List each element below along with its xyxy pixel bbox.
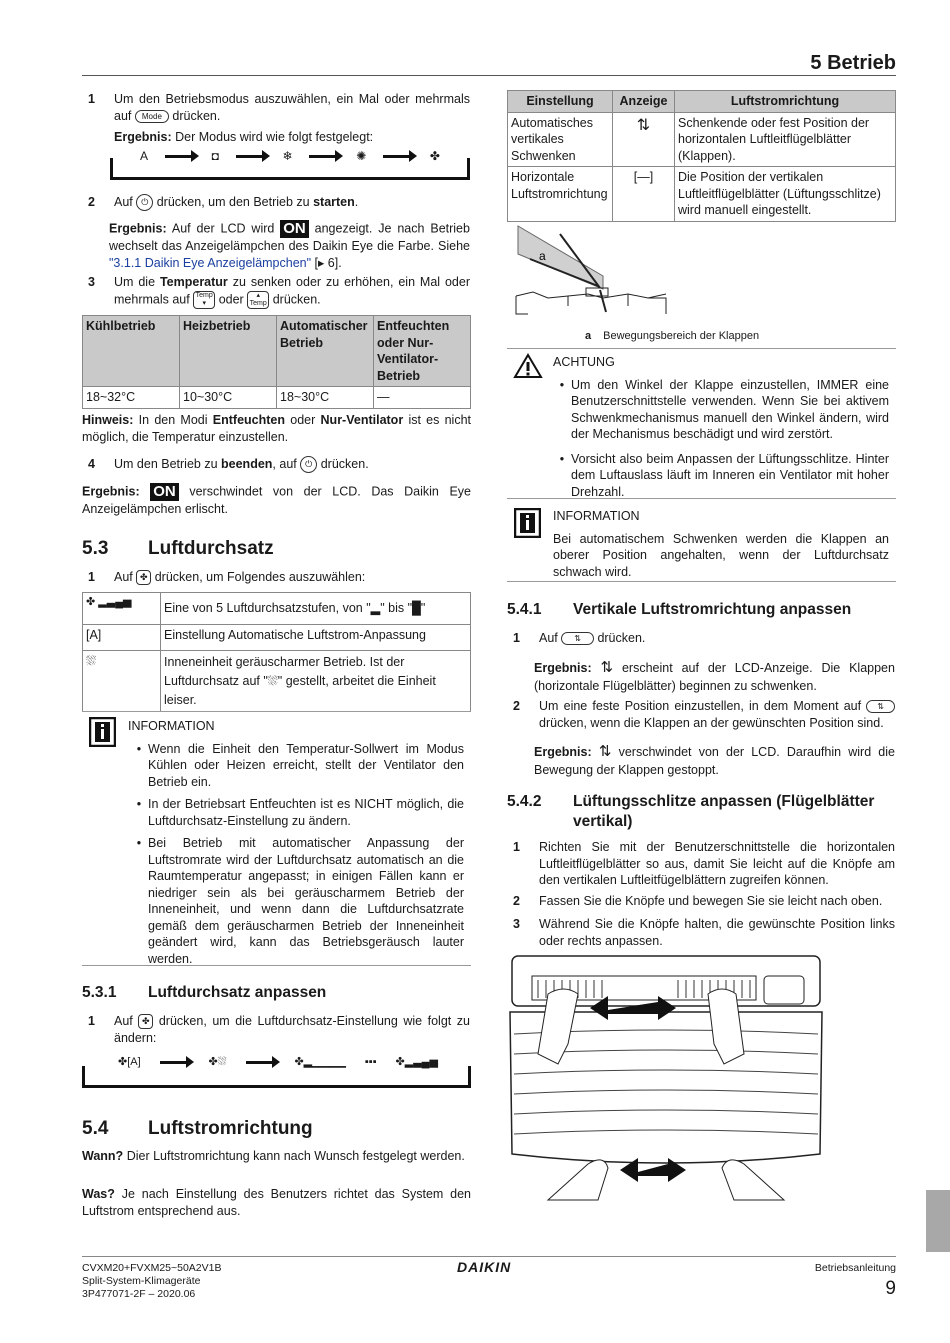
fan-button[interactable]: ✤ xyxy=(138,1014,153,1029)
manual-icon: [—] xyxy=(613,167,675,222)
swing-button[interactable]: ⇅ xyxy=(561,632,594,645)
info2-rule-bottom xyxy=(507,581,896,582)
information-icon xyxy=(514,508,541,538)
arrow-icon xyxy=(165,155,195,158)
fan-auto-icon: ✤[A] xyxy=(118,1056,141,1068)
temp-up-button[interactable]: ▴ Temp xyxy=(247,291,269,309)
dir-cell: Schenkende oder fest Position der horizontalen Luftleitflügelblätter (Klappen). xyxy=(675,112,896,167)
step-5-3-1-1: 1 Auf ✤ drücken, um die Luftdurchsatz-Einstellung wie folgt zu ändern: xyxy=(88,1014,470,1045)
temp-cell: — xyxy=(374,387,471,409)
was-paragraph: Was? Je nach Einstellung des Benutzers richtet das System den Luftstrom entsprechend aus. xyxy=(82,1187,471,1218)
dry-mode-icon: ◘ xyxy=(211,149,219,163)
list-item: • Wenn die Einheit den Temperatur-Sollwert im Modus Kühlen oder Heizen erreicht, stellt der Ventilator den Betrieb ein. xyxy=(136,741,464,789)
arrow-icon xyxy=(309,155,339,158)
flap-movement-figure xyxy=(508,224,668,322)
dir-cell: Horizontale Luftstromrichtung xyxy=(508,167,613,222)
header-rule xyxy=(82,75,896,76)
information-text: Bei automatischem Schwenken werden die Klappen an oberer Position angehalten, wenn der Luftdurchsatz schwach wird. xyxy=(553,531,889,579)
section-5-4-title: 5.4 Luftstromrichtung xyxy=(82,1118,313,1139)
temp-header: Entfeuchten oder Nur-Ventilator-Betrieb xyxy=(374,316,471,387)
power-button[interactable]: ⏻ xyxy=(300,456,317,473)
cool-mode-icon: ❄ xyxy=(282,149,293,163)
temp-header: Heizbetrieb xyxy=(180,316,277,387)
warning-title: ACHTUNG xyxy=(553,355,615,369)
swing-icon: ⇅ xyxy=(600,659,614,676)
section-5-4-2-title: 5.4.2 Lüftungsschlitze anpassen (Flügelblätter vertikal) xyxy=(507,793,875,831)
auto-fan-icon: [A] xyxy=(83,625,161,651)
list-item: • In der Betriebsart Entfeuchten ist es NICHT möglich, die Luftdurchsatz-Einstellung zu ändern. xyxy=(136,797,464,828)
temperature-table xyxy=(82,315,471,409)
dir-cell: Automatisches vertikales Schwenken xyxy=(508,112,613,167)
info-rule-top xyxy=(82,711,471,712)
dir-header: Anzeige xyxy=(613,91,675,113)
page-number: 9 xyxy=(885,1278,896,1299)
step-5-4-2-1: 1 Richten Sie mit der Benutzerschnittstelle die horizontalen Luftleitflügelblätter so aus, damit Sie leicht auf die Knöpfe am den vertikalen Luftleitfügelblättern zugreifen können. xyxy=(513,840,895,887)
step-1: 1 Um den Betriebsmodus auszuwählen, ein Mal oder mehrmals auf Mode drücken. Ergebnis: Der Modus wird wie folgt festgelegt: xyxy=(88,92,470,144)
fan-level-5-icon: ✤▂▃▄▅ xyxy=(395,1056,438,1068)
list-item: • Vorsicht also beim Anpassen der Lüftungsschlitze. Hinter dem Luftauslass läuft im Inneren ein Ventilator mit hoher Drehzahl. xyxy=(559,451,889,499)
on-indicator-icon: ON xyxy=(150,483,179,501)
auto-mode-icon: A xyxy=(140,149,149,163)
chapter-tab xyxy=(926,1190,950,1252)
step-5-4-1-2-result: Ergebnis: ⇅ verschwindet von der LCD. Daraufhin wird die Bewegung der Klappen gestoppt. xyxy=(534,743,895,777)
temp-header: Automatischer Betrieb xyxy=(277,316,374,387)
step-5-4-1-1-result: Ergebnis: ⇅ erscheint auf der LCD-Anzeige. Die Klappen (horizontale Flügelblätter) beginnen zu schwenken. xyxy=(534,659,895,693)
temp-cell: 18~30°C xyxy=(277,387,374,409)
figure-caption: a Bewegungsbereich der Klappen xyxy=(585,330,760,342)
step-4: 4 Um den Betrieb zu beenden, auf ⏻ drücken. xyxy=(88,456,470,473)
product-type: Split-System-Klimageräte xyxy=(82,1275,201,1288)
step-5-4-1-2: 2 Um eine feste Position einzustellen, in dem Moment auf ⇅ drücken, wenn die Klappen an der gewünschten Position sind. xyxy=(513,698,895,731)
arrow-icon xyxy=(160,1061,190,1064)
list-item: • Bei Betrieb mit automatischer Anpassung der Luftstromrate wird der Luftdurchsatz automatisch an die Raumtemperatur angepasst; in einigen Fällen kann er niedriger sein als bei geräuscharmem Betrieb der Inneneinheit, und wenn dann die Luftdurchsatzrate gemäß dem geräuscharmen Betrieb der Inneneinheit geändert wird, kann das Betriebsgeräusch lauter werden. xyxy=(136,836,464,966)
quiet-fan-icon: ⛆ xyxy=(83,651,161,712)
temp-cell: 10~30°C xyxy=(180,387,277,409)
page-header-title: 5 Betrieb xyxy=(810,52,896,74)
step-5-3-1: 1 Auf ✤ drücken, um Folgendes auszuwählen: xyxy=(88,570,366,584)
model-number: CVXM20+FVXM25~50A2V1B xyxy=(82,1262,222,1274)
fan-speed-table xyxy=(82,592,471,712)
step-5-4-2-2: 2 Fassen Sie die Knöpfe und bewegen Sie sie leicht nach oben. xyxy=(513,894,883,908)
list-item: • Um den Winkel der Klappe einzustellen, IMMER eine Benutzerschnittstelle verwenden. Wenn Sie bei aktivem Schwenkmechanismus manuell den Winkel ändern, wird der Mechanismus beschädigt und wird zerstört. xyxy=(559,377,889,441)
arrow-icon xyxy=(246,1061,276,1064)
information-title: INFORMATION xyxy=(553,509,640,523)
swing-icon: ⇅ xyxy=(598,743,612,760)
footer-rule xyxy=(82,1256,896,1257)
fan-mode-icon: ✤ xyxy=(429,149,440,163)
info-rule-bottom xyxy=(82,965,471,966)
information-icon xyxy=(89,717,116,747)
power-button[interactable]: ⏻ xyxy=(136,194,153,211)
auto-fan-text: Einstellung Automatische Luftstrom-Anpassung xyxy=(161,625,471,651)
section-5-4-1-title: 5.4.1 Vertikale Luftstromrichtung anpassen xyxy=(507,601,852,618)
fan-button[interactable]: ✤ xyxy=(136,570,151,585)
information-box-1 xyxy=(128,718,464,973)
louver-adjust-figure xyxy=(508,954,824,1202)
step-5-4-2-3: 3 Während Sie die Knöpfe halten, die gewünschte Position links oder rechts anpassen. xyxy=(513,917,895,948)
arrow-icon xyxy=(383,155,413,158)
step-3: 3 Um die Temperatur zu senken oder zu erhöhen, ein Mal oder mehrmals auf Temp ▾ oder ▴ Temp drücken. xyxy=(88,275,470,307)
warning-box xyxy=(553,354,889,506)
swing-button[interactable]: ⇅ xyxy=(866,700,895,713)
fan-quiet-icon: ✤⛆ xyxy=(208,1056,227,1068)
swing-icon: ⇅ xyxy=(613,112,675,167)
dir-header: Luftstromrichtung xyxy=(675,91,896,113)
wann-paragraph: Wann? Dier Luftstromrichtung kann nach Wunsch festgelegt werden. xyxy=(82,1149,465,1163)
step-4-result: Ergebnis: ON verschwindet von der LCD. Das Daikin Eye Anzeigelämpchen erlischt. xyxy=(82,483,471,516)
information-title: INFORMATION xyxy=(128,719,215,733)
fan-sequence xyxy=(118,1055,438,1070)
fan-level-icon: ✤ ▂▃▄▅ xyxy=(83,593,161,625)
temp-cell: 18~32°C xyxy=(83,387,180,409)
step-5-4-1-1: 1 Auf ⇅ drücken. xyxy=(513,631,646,645)
dir-cell: Die Position der vertikalen Luftleitflügelblätter (Lüftungsschlitze) wird manuell eingestellt. xyxy=(675,167,896,222)
quiet-fan-text: Inneneinheit geräuscharmer Betrieb. Ist der Luftdurchsatz auf "⛆" gestellt, arbeitet die Einheit leiser. xyxy=(161,651,471,712)
figure-label: a xyxy=(539,249,546,263)
temp-header: Kühlbetrieb xyxy=(83,316,180,387)
mode-button[interactable]: Mode xyxy=(135,110,169,123)
daikin-eye-link[interactable]: "3.1.1 Daikin Eye Anzeigelämpchen" xyxy=(109,255,312,270)
step-2: 2 Auf ⏻ drücken, um den Betrieb zu starten. xyxy=(88,194,470,211)
mode-sequence xyxy=(140,149,440,165)
manual-title: Betriebsanleitung xyxy=(814,1262,896,1274)
arrow-icon xyxy=(236,155,266,158)
dir-header: Einstellung xyxy=(508,91,613,113)
warning-icon xyxy=(513,353,543,379)
on-indicator-icon: ON xyxy=(280,220,309,238)
warning-rule-top xyxy=(507,348,896,349)
heat-mode-icon: ✺ xyxy=(356,149,367,163)
airflow-direction-table xyxy=(507,90,896,222)
dots-icon: ▪▪▪ xyxy=(364,1056,377,1068)
section-5-3-1-title: 5.3.1 Luftdurchsatz anpassen xyxy=(82,984,327,1001)
document-id: 3P477071-2F – 2020.06 xyxy=(82,1288,196,1301)
step-2-result: Ergebnis: Auf der LCD wird ON angezeigt. Je nach Betrieb wechselt das Anzeigelämpchen des Daikin Eye die Farbe. Siehe "3.1.1 Daikin Eye Anzeigelämpchen" [▸ 6]. xyxy=(109,220,470,270)
warning-rule-bottom xyxy=(507,498,896,499)
fan-level-text: Eine von 5 Luftdurchsatzstufen, von "▂" bis "█" xyxy=(161,593,471,625)
section-5-3-title: 5.3 Luftdurchsatz xyxy=(82,538,274,559)
information-box-2 xyxy=(553,508,889,580)
footer-left xyxy=(82,1262,222,1301)
fan-level-1-icon: ✤▂▁▁▁▁ xyxy=(294,1056,346,1068)
hint-note: Hinweis: In den Modi Entfeuchten oder Nur-Ventilator ist es nicht möglich, die Temperatur einzustellen. xyxy=(82,413,472,444)
temp-down-button[interactable]: Temp ▾ xyxy=(193,291,215,309)
daikin-logo: DAIKIN xyxy=(457,1259,512,1275)
